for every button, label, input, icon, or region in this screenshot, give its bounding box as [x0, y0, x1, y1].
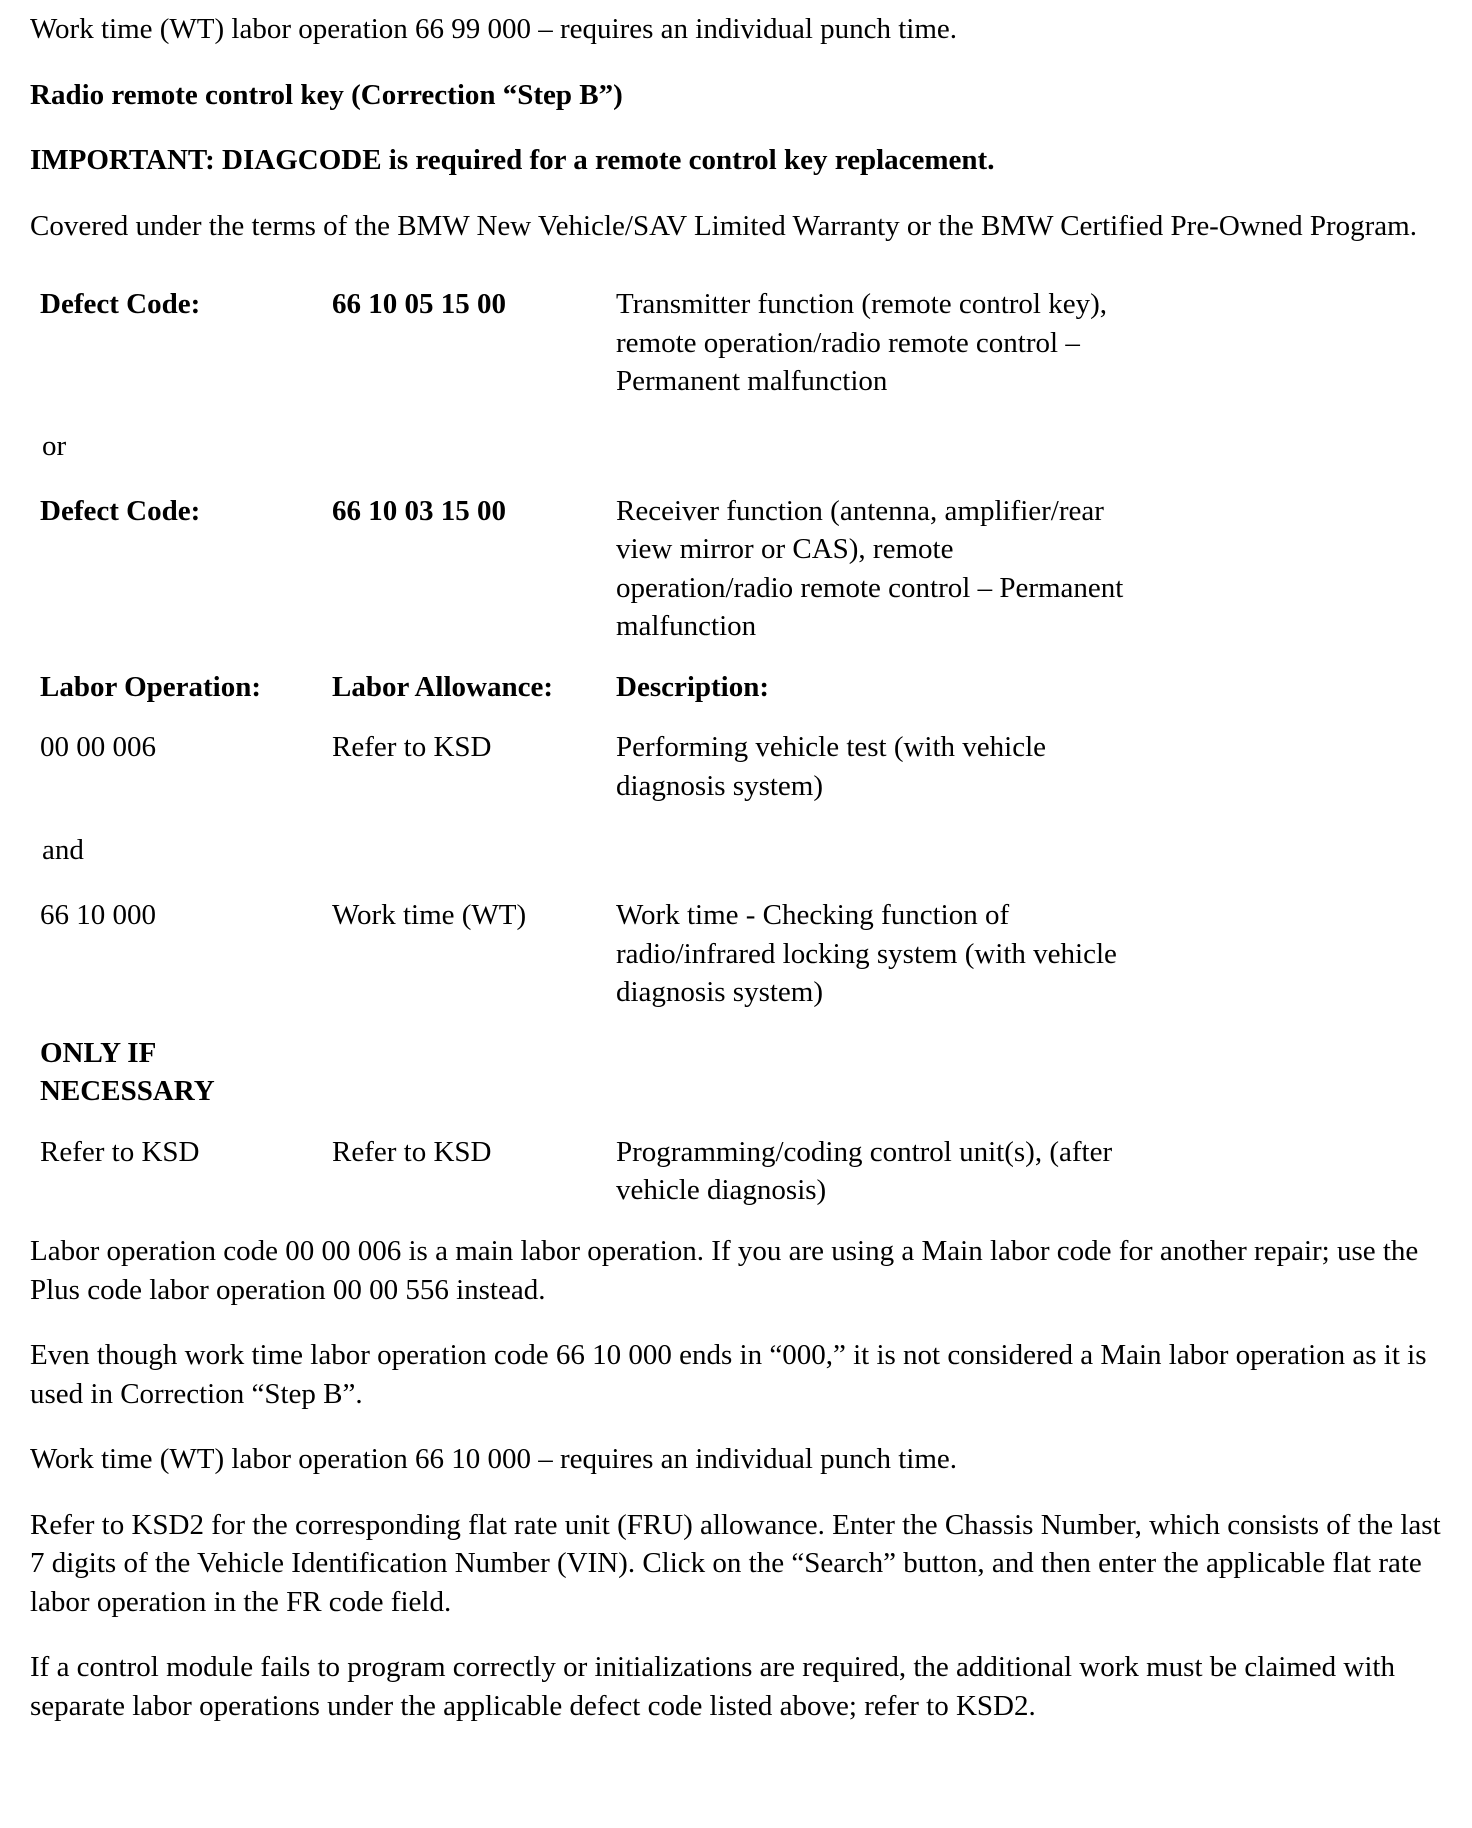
paragraph-ksd2-instructions: Refer to KSD2 for the corresponding flat rate unit (FRU) allowance. Enter the Chassis Number, which consists of the last 7 digits of the Vehicle Identification Number (VIN). Click on the “Search” button, and then enter the applicable flat rate labor operation in the FR code field. — [30, 1508, 1441, 1618]
labor-row-2 — [40, 896, 1442, 1012]
final-labor-row — [40, 1133, 1442, 1210]
defect-code-label-1: Defect Code: — [40, 288, 201, 321]
labor-description-2: Work time - Checking function of radio/infrared locking system (with vehicle diagnosis system) — [616, 899, 1117, 1009]
labor-operation-1: 00 00 006 — [40, 731, 156, 764]
intro-line: Work time (WT) labor operation 66 99 000 – requires an individual punch time. — [30, 13, 958, 45]
important-note: IMPORTANT: DIAGCODE is required for a remote control key replacement. — [30, 144, 995, 177]
labor-row-1 — [40, 728, 1442, 805]
paragraph-programming-note: If a control module fails to program correctly or initializations are required, the additional work must be claimed with separate labor operations under the applicable defect code listed above; refer to KSD2. — [30, 1651, 1395, 1722]
defect-code-row-2 — [40, 492, 1442, 646]
defect-code-label-2: Defect Code: — [40, 494, 201, 527]
labor-table — [40, 285, 1442, 1210]
labor-description-1: Performing vehicle test (with vehicle diagnosis system) — [616, 731, 1047, 802]
final-labor-allowance: Refer to KSD — [332, 1135, 492, 1168]
labor-operation-2: 66 10 000 — [40, 899, 156, 931]
labor-operation-header: Labor Operation: — [40, 670, 261, 703]
defect-code-value-2: 66 10 03 15 00 — [332, 494, 506, 527]
description-header: Description: — [616, 670, 770, 703]
defect-code-value-1: 66 10 05 15 00 — [332, 288, 506, 321]
only-if-necessary-row — [40, 1034, 1442, 1111]
final-labor-operation: Refer to KSD — [40, 1135, 200, 1168]
only-if-necessary-label: ONLY IF NECESSARY — [40, 1036, 215, 1108]
table-header-row — [40, 668, 1442, 707]
labor-allowance-header: Labor Allowance: — [332, 670, 553, 703]
paragraph-punch-time-note: Work time (WT) labor operation 66 10 000 – requires an individual punch time. — [30, 1443, 958, 1476]
paragraph-step-b-note: Even though work time labor operation code 66 10 000 ends in “000,” it is not considered a Main labor operation as it is used in Correction “Step B”. — [30, 1339, 1427, 1410]
labor-allowance-2: Work time (WT) — [332, 899, 527, 931]
defect-code-description-1: Transmitter function (remote control key), remote operation/radio remote control – Permanent malfunction — [616, 288, 1108, 398]
labor-allowance-1: Refer to KSD — [332, 731, 492, 764]
defect-code-row-1 — [40, 285, 1442, 401]
defect-code-description-2: Receiver function (antenna, amplifier/rear view mirror or CAS), remote operation/radio remote control – Permanent malfunction — [616, 494, 1124, 643]
section-heading: Radio remote control key (Correction “Step B”) — [30, 78, 623, 111]
coverage-statement: Covered under the terms of the BMW New Vehicle/SAV Limited Warranty or the BMW Certified Pre-Owned Program. — [30, 209, 1417, 242]
and-separator: and — [42, 834, 84, 867]
or-separator: or — [42, 429, 67, 462]
paragraph-main-labor-note: Labor operation code 00 00 006 is a main labor operation. If you are using a Main labor code for another repair; use the Plus code labor operation 00 00 556 instead. — [30, 1234, 1419, 1306]
final-labor-description: Programming/coding control unit(s), (after vehicle diagnosis) — [616, 1135, 1113, 1207]
